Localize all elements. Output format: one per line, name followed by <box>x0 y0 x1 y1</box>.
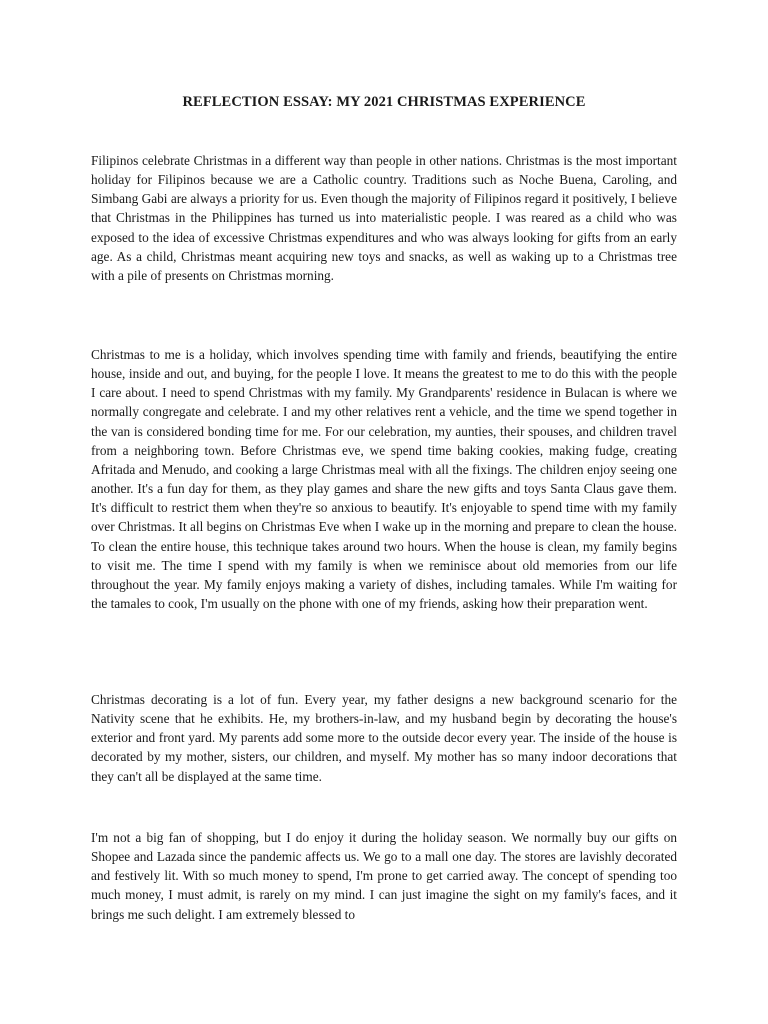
paragraph-intro: Filipinos celebrate Christmas in a different way than people in other nations. Christmas is the most important holiday for Filipinos because we are a Catholic country. Traditions such as Noche Buena, Caroling, and Simbang Gabi are always a priority for us. Even though the majority of Filipinos regard it positively, I believe that Christmas in the Philippines has turned us into materialistic people. I was reared as a child who was exposed to the idea of excessive Christmas expenditures and who was always looking for gifts from an early age. As a child, Christmas meant acquiring new toys and snacks, as well as waking up to a Christmas tree with a pile of presents on Christmas morning. <box>91 153 677 283</box>
essay-title: REFLECTION ESSAY: MY 2021 CHRISTMAS EXPERIENCE <box>182 94 586 110</box>
paragraph-family: Christmas to me is a holiday, which involves spending time with family and friends, beautifying the entire house, inside and out, and buying, for the people I love. It means the greatest to me to do this with the people I care about. I need to spend Christmas with my family. My Grandparents' residence in Bulacan is where we normally congregate and celebrate. I and my other relatives rent a vehicle, and the time we spend together in the van is considered bonding time for me. For our celebration, my aunties, their spouses, and children travel from a neighboring town. Before Christmas eve, we spend time baking cookies, making fudge, creating Afritada and Menudo, and cooking a large Christmas meal with all the fixings. The children enjoy seeing one another. It's a fun day for them, as they play games and share the new gifts and toys Santa Claus gave them. It's difficult to restrict them when they're so anxious to beautify. It's enjoyable to spend time with my family over Christmas. It all begins on Christmas Eve when I wake up in the morning and prepare to clean the house. To clean the entire house, this technique takes around two hours. When the house is clean, my family begins to visit me. The time I spend with my family is when we reminisce about old memories from our life throughout the year. My family enjoys making a variety of dishes, including tamales. While I'm waiting for the tamales to cook, I'm usually on the phone with one of my friends, asking how their preparation went. <box>91 347 677 612</box>
paragraph-shopping: I'm not a big fan of shopping, but I do enjoy it during the holiday season. We normally buy our gifts on Shopee and Lazada since the pandemic affects us. We go to a mall one day. The stores are lavishly decorated and festively lit. With so much money to spend, I'm prone to get carried away. The concept of spending too much money, I must admit, is rarely on my mind. I can just imagine the sight on my family's faces, and it brings me such delight. I am extremely blessed to <box>91 830 677 922</box>
paragraph-decorating: Christmas decorating is a lot of fun. Every year, my father designs a new background scenario for the Nativity scene that he exhibits. He, my brothers-in-law, and my husband begin by decorating the house's exterior and front yard. My parents add some more to the outside decor every year. The inside of the house is decorated by my mother, sisters, our children, and myself. My mother has so many indoor decorations that they can't all be displayed at the same time. <box>91 692 677 784</box>
